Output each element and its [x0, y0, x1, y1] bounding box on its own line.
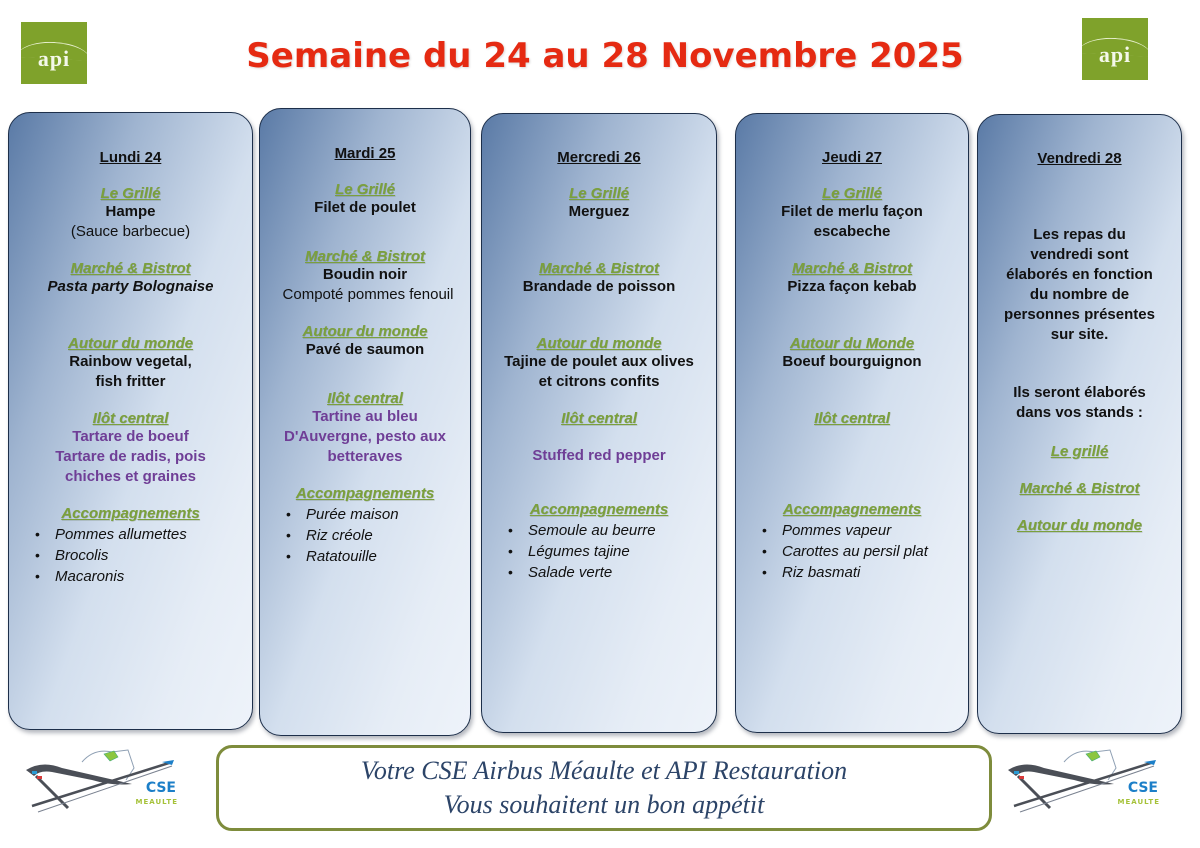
dish: Pasta party Bolognaise — [47, 278, 214, 295]
side-item: • Pommes allumettes — [9, 524, 252, 545]
stand-heading-bistrot: Marché & Bistrot — [70, 260, 191, 277]
dish: escabeche — [813, 223, 891, 240]
stand-heading-monde: Autour du Monde — [789, 335, 915, 352]
sides-list — [260, 504, 470, 567]
stand-heading-bistrot: Marché & Bistrot — [304, 248, 426, 265]
side-item: • Purée maison — [260, 504, 470, 525]
dish: fish fritter — [95, 373, 166, 390]
sides-list — [482, 520, 716, 583]
vegetarian-dish: Tartare de boeuf — [72, 428, 189, 445]
dish: Filet de poulet — [314, 199, 416, 216]
api-logo-left — [21, 22, 87, 84]
stand-heading-monde: Autour du monde — [1017, 517, 1142, 534]
day-card-tuesday — [259, 108, 471, 736]
footer-line-2: Vous souhaitent un bon appétit — [443, 790, 765, 819]
dish-note: Compoté pommes fenouil — [282, 286, 454, 303]
dish: et citrons confits — [538, 373, 660, 390]
api-logo-text: api — [1098, 42, 1132, 67]
vegetarian-dish: betteraves — [327, 448, 403, 465]
stand-heading-monde: Autour du monde — [302, 323, 428, 340]
dish: Filet de merlu façon — [781, 203, 923, 220]
stand-heading-monde: Autour du monde — [68, 335, 193, 352]
stand-heading-grill: Le Grillé — [568, 185, 630, 202]
cse-logo-subtitle: MEAULTE — [135, 798, 178, 806]
stand-heading-grill: Le Grillé — [821, 185, 883, 202]
footer-message-box — [216, 745, 992, 831]
notice-line: sur site. — [1050, 326, 1109, 343]
dish: Boudin noir — [322, 266, 408, 283]
vegetarian-dish: Tartare de radis, pois — [55, 448, 206, 465]
day-heading: Mercredi 26 — [557, 149, 641, 166]
friday-notice — [978, 225, 1181, 345]
notice-line: du nombre de — [1029, 286, 1130, 303]
notice-line: élaborés en fonction — [1006, 266, 1153, 283]
stand-heading-bistrot: Marché & Bistrot — [791, 260, 913, 277]
day-heading: Lundi 24 — [99, 149, 162, 166]
day-card-friday — [977, 114, 1182, 734]
stand-heading-sides: Accompagnements — [61, 505, 200, 522]
side-item: • Brocolis — [9, 545, 252, 566]
dish: Hampe — [105, 203, 156, 220]
side-item: • Ratatouille — [260, 546, 470, 567]
dish: Merguez — [568, 203, 630, 220]
cse-logo-subtitle: MEAULTE — [1117, 798, 1160, 806]
side-item: • Carottes au persil plat — [736, 541, 968, 562]
api-logo-text: api — [37, 46, 71, 71]
footer-line-1: Votre CSE Airbus Méaulte et API Restauration — [360, 756, 848, 785]
notice-line: vendredi sont — [1030, 246, 1129, 263]
stands-intro-line: dans vos stands : — [1016, 404, 1143, 421]
dish: Pavé de saumon — [305, 341, 425, 358]
cse-meaulte-logo-left — [22, 740, 182, 820]
vegetarian-dish: chiches et graines — [65, 468, 196, 485]
stand-heading-ilot: Ilôt central — [327, 390, 403, 407]
day-card-thursday — [735, 113, 969, 733]
side-item: • Légumes tajine — [482, 541, 716, 562]
dish-note: (Sauce barbecue) — [70, 223, 191, 240]
notice-line: personnes présentes — [1004, 306, 1155, 323]
stand-heading-sides: Accompagnements — [529, 501, 669, 518]
stand-heading-bistrot: Marché & Bistrot — [1019, 480, 1140, 497]
day-heading: Mardi 25 — [334, 145, 396, 162]
dish: Brandade de poisson — [522, 278, 676, 295]
sides-list — [9, 524, 252, 587]
notice-line: Les repas du — [1033, 226, 1126, 243]
cse-logo-title: CSE — [1127, 780, 1158, 796]
dish: Pizza façon kebab — [787, 278, 917, 295]
vegetarian-dish: D'Auvergne, pesto aux — [284, 428, 446, 445]
stand-heading-bistrot: Marché & Bistrot — [538, 260, 660, 277]
stand-heading-grill: Le Grillé — [100, 185, 161, 202]
stand-heading-sides: Accompagnements — [295, 485, 435, 502]
side-item: • Riz basmati — [736, 562, 968, 583]
api-logo-right — [1082, 18, 1148, 80]
stand-heading-grill: Le grillé — [1050, 443, 1109, 460]
dish: Boeuf bourguignon — [782, 353, 922, 370]
page-title: Semaine du 24 au 28 Novembre 2025 — [246, 36, 964, 76]
side-item: • Riz créole — [260, 525, 470, 546]
stand-heading-ilot: Ilôt central — [561, 410, 637, 427]
stand-heading-ilot: Ilôt central — [814, 410, 890, 427]
day-card-monday — [8, 112, 253, 730]
day-heading: Vendredi 28 — [1037, 150, 1122, 167]
side-item: • Semoule au beurre — [482, 520, 716, 541]
vegetarian-dish: Tartine au bleu — [312, 408, 418, 425]
stand-heading-grill: Le Grillé — [334, 181, 396, 198]
day-heading: Jeudi 27 — [821, 149, 883, 166]
side-item: • Pommes vapeur — [736, 520, 968, 541]
dish: Rainbow vegetal, — [69, 353, 192, 370]
side-item: • Macaronis — [9, 566, 252, 587]
stand-heading-sides: Accompagnements — [782, 501, 922, 518]
stands-intro-line: Ils seront élaborés — [1013, 384, 1146, 401]
side-item: • Salade verte — [482, 562, 716, 583]
dish: Tajine de poulet aux olives — [504, 353, 694, 370]
cse-logo-title: CSE — [145, 780, 176, 796]
vegetarian-dish: Stuffed red pepper — [532, 447, 666, 464]
stand-heading-ilot: Ilôt central — [92, 410, 169, 427]
sides-list — [736, 520, 968, 583]
day-card-wednesday — [481, 113, 717, 733]
cse-meaulte-logo-right — [1004, 740, 1164, 820]
stand-heading-monde: Autour du monde — [536, 335, 662, 352]
